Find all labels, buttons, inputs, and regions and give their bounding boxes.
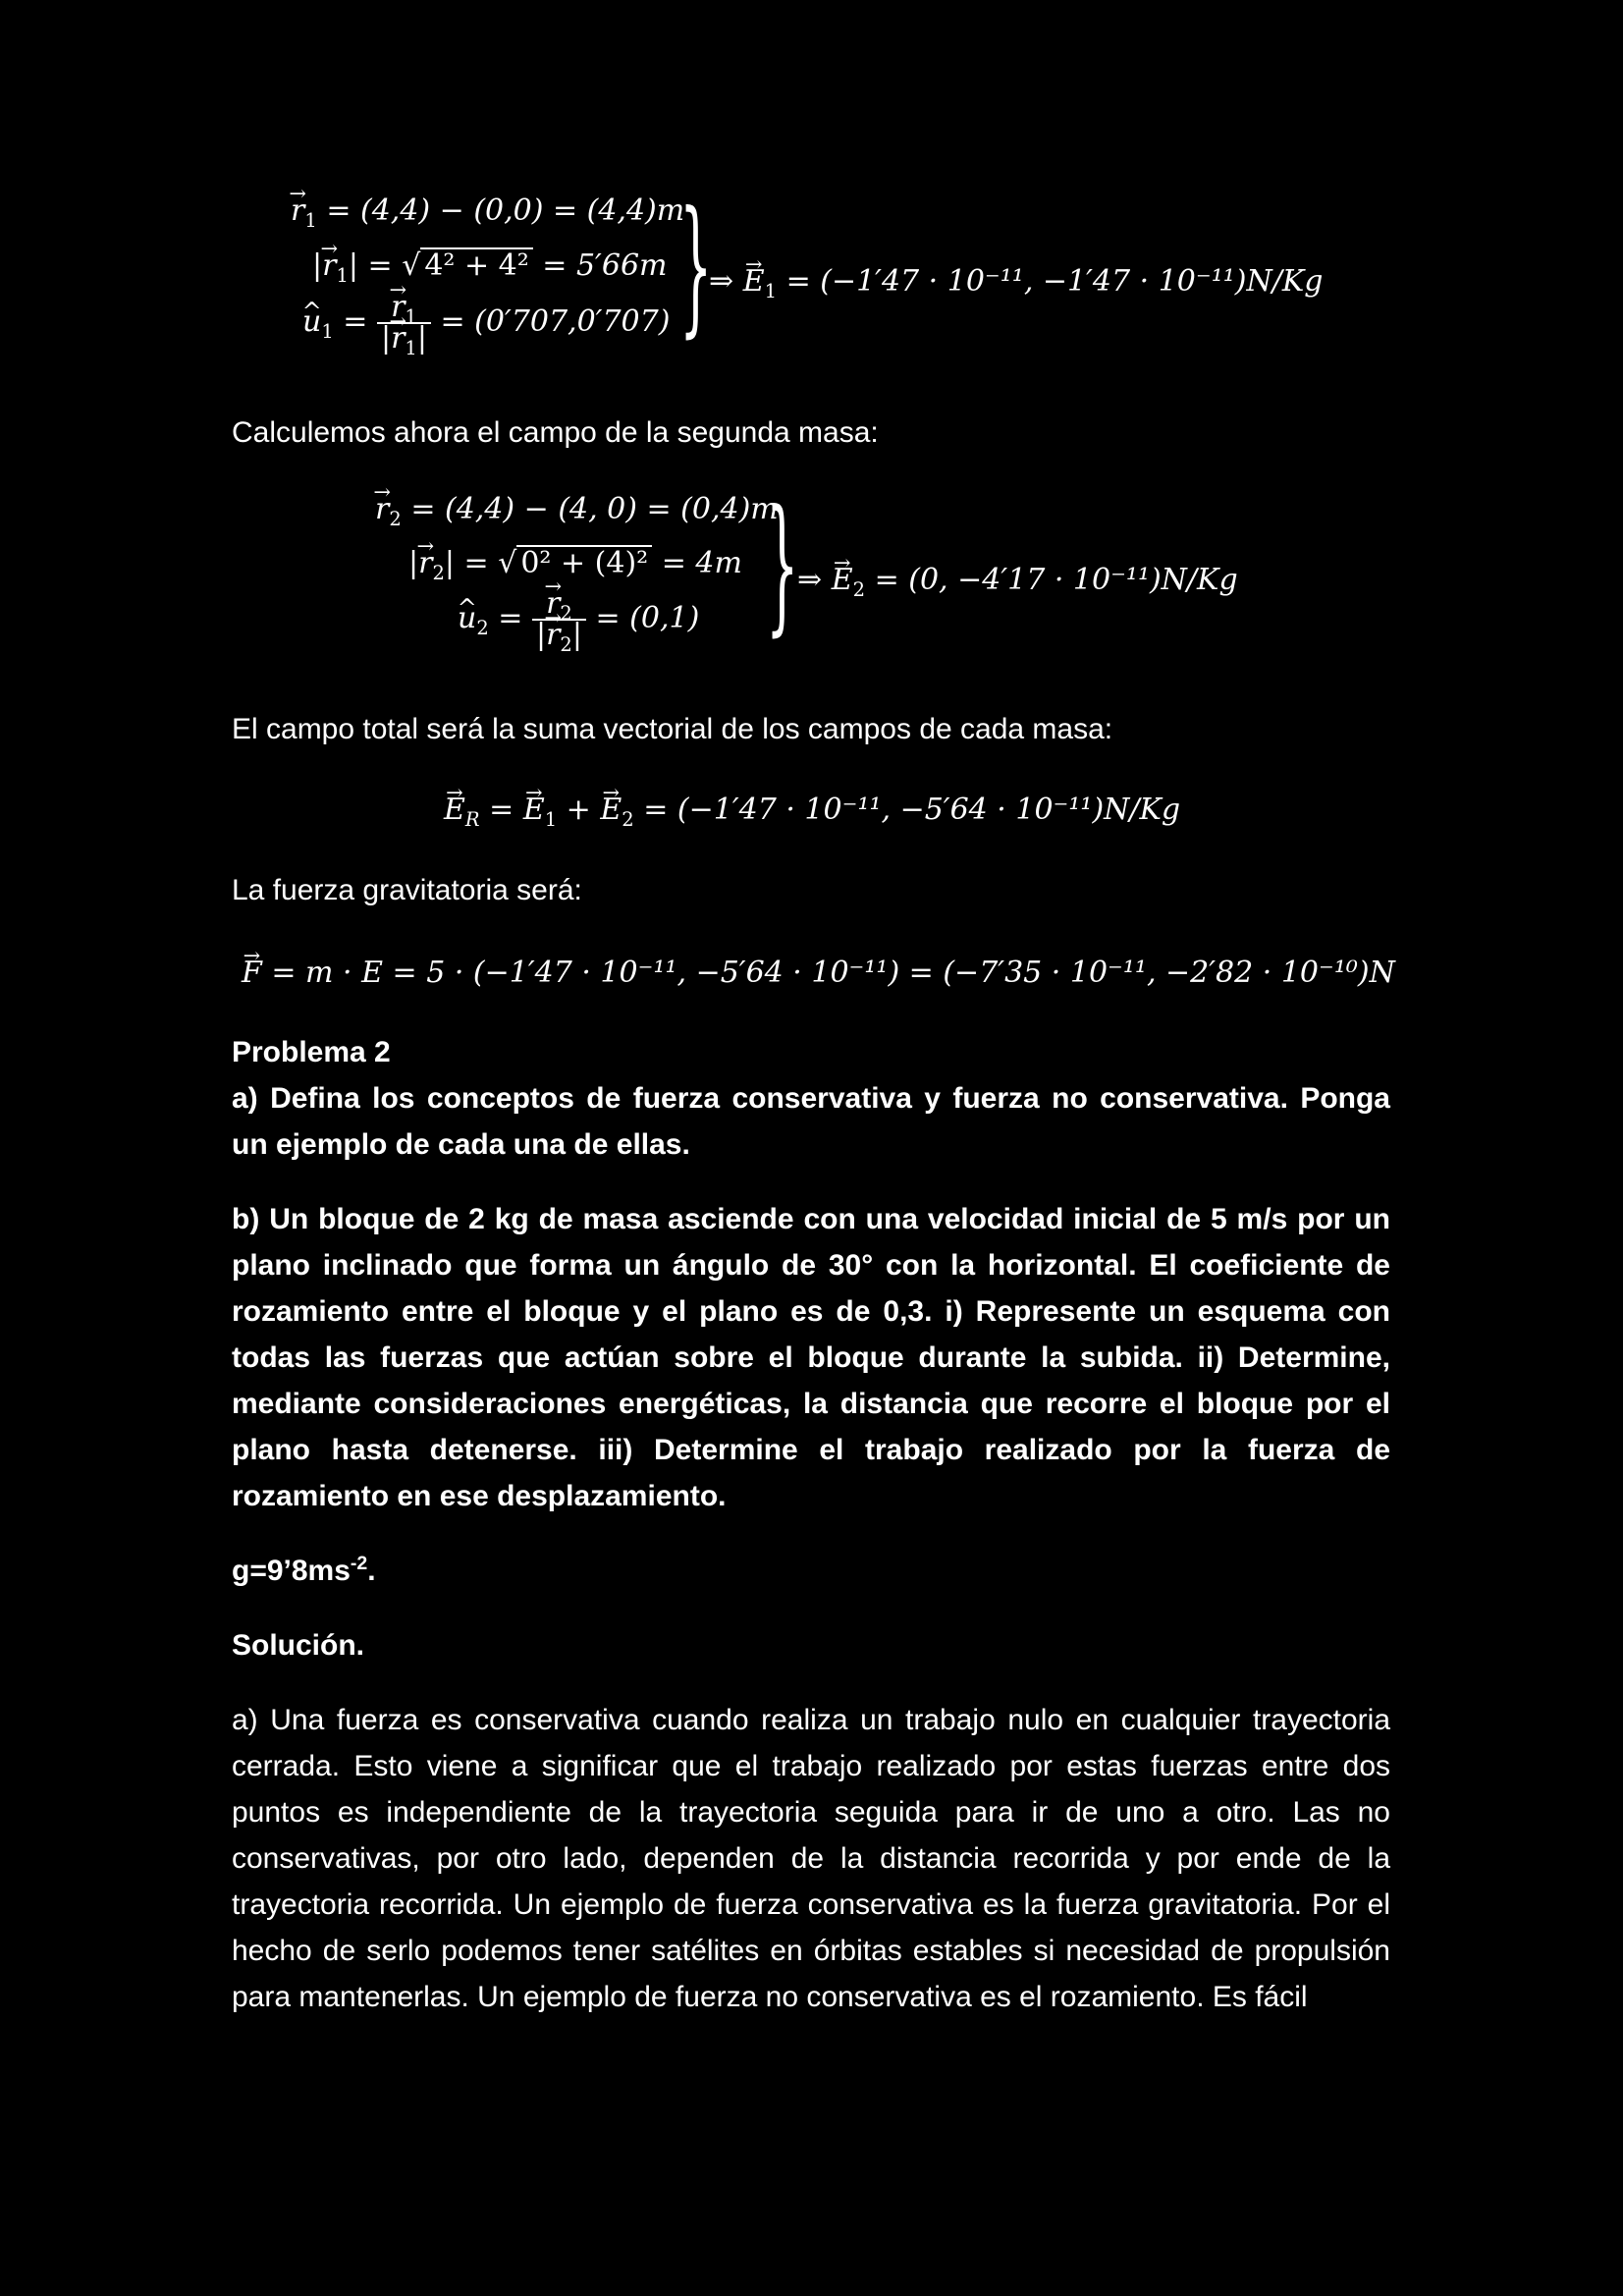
right-brace-2: } bbox=[766, 479, 799, 650]
eq-e2-result: ⇒ → $E_2 = (0$, −4′17 · 10⁻¹¹)N/Kg bbox=[797, 566, 1238, 595]
solution-label: Solución. bbox=[232, 1629, 364, 1662]
eq-u2-unit: ^ $u_2$ = → $\frac{r_2}{|\to r_2|}$ = (0,1) bbox=[458, 589, 699, 650]
eq-force: → F = m · E = 5 · (−1′47 · 10⁻¹¹, −5′64 · 10⁻¹¹) = (−7′35 · 10⁻¹¹, −2′82 · 10⁻¹⁰)N bbox=[242, 958, 1395, 988]
eq-u1-unit: ^ $u_1$ = → $\frac{r_1}{|\to r_1|}$ = (0′707,0′707) bbox=[302, 293, 670, 354]
right-brace-1: } bbox=[679, 181, 713, 352]
eq-e1-result: ⇒ → $E_1 = (-1'47 \cdot 10^{-11}$, −1′47 · 10⁻¹¹)N/Kg bbox=[709, 267, 1323, 297]
eq-r1-vector: → $r_1 = (4,4) - (0,0) = (4,4)m$ bbox=[291, 196, 684, 226]
text-second-mass: Calculemos ahora el campo de la segunda masa: bbox=[232, 416, 879, 449]
gravity-value: $g=9’8ms^{-2}$. bbox=[232, 1553, 376, 1587]
eq-total-field: → $E_R$ = → $E_1$ + → $E_2 = (-1'47 \cdot 10^{-11}$, −5′64 · 10⁻¹¹)N/Kg bbox=[444, 795, 1180, 825]
solution-part-a: a) Una fuerza es conservativa cuando realiza un trabajo nulo en cualquier trayectoria cerrada. Esto viene a significar que el trabajo realizado por estas fuerzas entre dos puntos es independiente de la trayectoria seguida para ir de uno a otro. Las no conservativas, por otro lado, dependen de la distancia recorrida y por ende de la trayectoria recorrida. Un ejemplo de fuerza conservativa es la fuerza gravitatoria. Por el hecho de serlo podemos tener satélites en órbitas estables si necesidad de propulsión para mantenerlas. Un ejemplo de fuerza no conservativa es el rozamiento. Es fácil bbox=[232, 1704, 1390, 2013]
text-total-field: El campo total será la suma vectorial de los campos de cada masa: bbox=[232, 713, 1113, 745]
text-gravitational-force: La fuerza gravitatoria será: bbox=[232, 874, 582, 906]
problem-section bbox=[232, 1029, 1390, 2020]
eq-r2-modulus: |→ $r_2|$ = √ 0² + (4)² = 4m bbox=[408, 545, 742, 578]
problem-part-b: b) Un bloque de 2 kg de masa asciende con una velocidad inicial de 5 m/s por un plano inclinado que forma un ángulo de 30° con la horizontal. El coeficiente de rozamiento entre el bloque y el plano es de 0,3. i) Represente un esquema con todas las fuerzas que actúan sobre el bloque durante la subida. ii) Determine, mediante consideraciones energéticas, la distancia que recorre el bloque por el plano hasta detenerse. iii) Determine el trabajo realizado por la fuerza de rozamiento en ese desplazamiento. bbox=[232, 1203, 1390, 1512]
eq-r2-vector: → $r_2 = (4,4) - (4$, 0) = (0,4)m bbox=[375, 495, 779, 524]
problem-part-a: a) Defina los conceptos de fuerza conservativa y fuerza no conservativa. Ponga un ejemplo de cada una de ellas. bbox=[232, 1082, 1390, 1161]
eq-r1-modulus: |→ $r_1|$ = √ 4² + 4² = 5′66m bbox=[312, 247, 668, 281]
problem-title: Problema 2 bbox=[232, 1036, 391, 1068]
